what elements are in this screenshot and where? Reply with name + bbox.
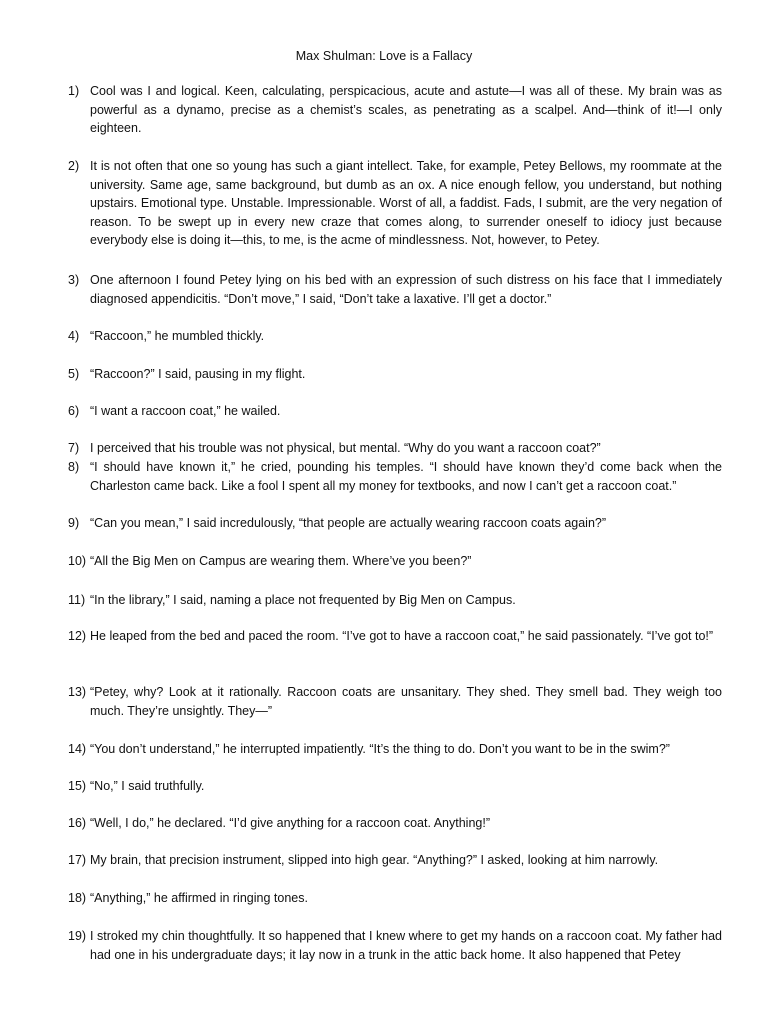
paragraph-12 [68,627,722,646]
paragraph-number: 13) [68,685,87,699]
paragraph-6 [68,402,722,421]
paragraph-text: My brain, that precision instrument, slipped into high gear. “Anything?” I asked, looking at him narrowly. [90,853,659,867]
paragraph-13 [68,683,722,720]
paragraph-number: 9) [68,516,80,530]
paragraph-text: It is not often that one so young has such a giant intellect. Take, for example, Petey Bellows, my roommate at the university. Same age, same background, but dumb as an ox. A nice enough fellow, you understand, but nothing upstairs. Emotional type. Unstable. Impressionable. Worst of all, a faddist. Fads, I submit, are the very negation of reason. To be swept up in every new craze that comes along, to surrender oneself to idiocy just because everybody else is doing it—this, to me, is the acme of mindlessness. Not, however, to Petey. [90,159,722,247]
paragraph-3 [68,271,722,308]
paragraph-number: 1) [68,84,80,98]
paragraph-9 [68,514,722,533]
paragraph-text: “Raccoon?” I said, pausing in my flight. [90,367,306,381]
paragraph-text: “Raccoon,” he mumbled thickly. [90,329,265,343]
paragraph-number: 6) [68,404,80,418]
paragraph-number: 18) [68,891,87,905]
paragraph-text: “Well, I do,” he declared. “I’d give anything for a raccoon coat. Anything!” [90,816,490,830]
paragraph-number: 3) [68,273,80,287]
paragraph-text: “I want a raccoon coat,” he wailed. [90,404,281,418]
paragraph-8 [68,458,722,495]
paragraph-number: 7) [68,441,80,455]
paragraph-number: 2) [68,159,80,173]
paragraph-number: 19) [68,929,87,943]
paragraph-text: “Can you mean,” I said incredulously, “that people are actually wearing raccoon coats again?” [90,516,607,530]
paragraph-11 [68,591,722,610]
paragraph-text: He leaped from the bed and paced the room. “I’ve got to have a raccoon coat,” he said passionately. “I’ve got to!” [90,629,714,643]
paragraph-10 [68,552,722,571]
paragraph-18 [68,889,722,908]
paragraph-1 [68,82,722,138]
paragraph-text: “Anything,” he affirmed in ringing tones. [90,891,308,905]
document-title: Max Shulman: Love is a Fallacy [295,49,473,63]
paragraph-number: 5) [68,367,80,381]
paragraph-number: 17) [68,853,87,867]
paragraph-number: 8) [68,460,80,474]
paragraph-text: “No,” I said truthfully. [90,779,205,793]
paragraph-text: Cool was I and logical. Keen, calculating, perspicacious, acute and astute—I was all of these. My brain was as powerful as a dynamo, precise as a chemist’s scales, as penetrating as a scalpel. And—think of it!—I only eighteen. [90,84,722,135]
paragraph-text: “Petey, why? Look at it rationally. Raccoon coats are unsanitary. They shed. They smell bad. They weigh too much. They’re unsightly. They—” [90,685,722,718]
paragraph-number: 15) [68,779,87,793]
paragraph-text: “All the Big Men on Campus are wearing them. Where’ve you been?” [90,554,472,568]
paragraph-4 [68,327,722,346]
paragraph-number: 12) [68,629,87,643]
paragraph-5 [68,365,722,384]
paragraph-17 [68,851,722,870]
paragraph-number: 4) [68,329,80,343]
paragraph-text: “In the library,” I said, naming a place not frequented by Big Men on Campus. [90,593,516,607]
paragraph-text: One afternoon I found Petey lying on his bed with an expression of such distress on his face that I immediately diagnosed appendicitis. “Don’t move,” I said, “Don’t take a laxative. I’ll get a doctor.” [90,273,722,306]
paragraph-number: 11) [68,593,86,607]
paragraph-15 [68,777,722,796]
paragraph-text: I perceived that his trouble was not physical, but mental. “Why do you want a raccoon coat?” [90,441,601,455]
paragraph-number: 10) [68,554,87,568]
paragraph-19 [68,927,722,964]
paragraph-7 [68,439,722,458]
paragraph-16 [68,814,722,833]
paragraph-2 [68,157,722,250]
paragraph-14 [68,740,722,759]
paragraph-number: 16) [68,816,87,830]
paragraph-text: “I should have known it,” he cried, pounding his temples. “I should have known they’d come back when the Charleston came back. Like a fool I spent all my money for textbooks, and now I can’t get a raccoon coat.” [90,460,722,493]
paragraph-text: “You don’t understand,” he interrupted impatiently. “It’s the thing to do. Don’t you want to be in the swim?” [90,742,670,756]
paragraph-number: 14) [68,742,87,756]
paragraph-text: I stroked my chin thoughtfully. It so happened that I knew where to get my hands on a raccoon coat. My father had had one in his undergraduate days; it lay now in a trunk in the attic back home. It also happened that Petey [90,929,722,962]
